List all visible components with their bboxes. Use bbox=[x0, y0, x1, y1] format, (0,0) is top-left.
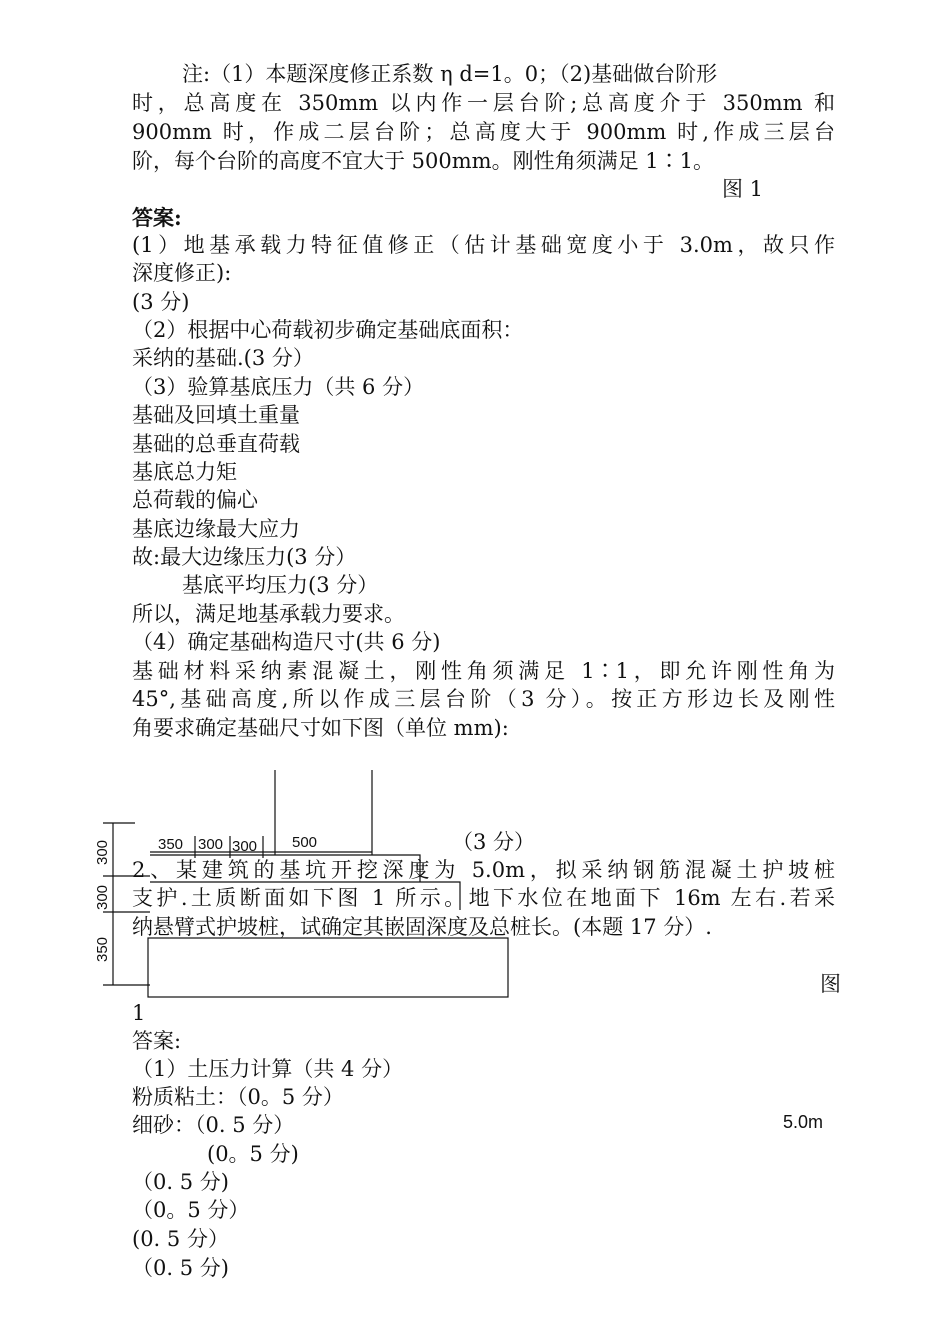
problem2-line-3: 纳悬臂式护坡桩，试确定其嵌固深度及总桩长。(本题 17 分）. bbox=[132, 915, 712, 939]
answer1-step4-a: 基础材料采纳素混凝土，刚性角须满足 1∶1，即允许刚性角为 bbox=[132, 659, 835, 683]
answer1-conclusion: 所以，满足地基承载力要求。 bbox=[132, 602, 405, 626]
answer-heading-1: 答案: bbox=[132, 205, 182, 230]
problem2-line-1: 2、某建筑的基坑开挖深度为 5.0m，拟采纳钢筋混凝土护坡桩 bbox=[132, 858, 835, 882]
answer1-item: 基础及回填土重量 bbox=[132, 403, 300, 427]
dim-width-label: 300 bbox=[198, 836, 224, 853]
answer1-step2: （2）根据中心荷载初步确定基础底面积： bbox=[132, 318, 524, 342]
answer-heading-2: 答案: bbox=[132, 1029, 182, 1053]
dim-height-label: 350 bbox=[94, 936, 111, 962]
dim-height-label: 300 bbox=[94, 839, 111, 865]
answer2-score: (0. 5 分） bbox=[132, 1227, 229, 1251]
dim-width-label: 350 bbox=[158, 836, 184, 853]
answer1-item: 基底边缘最大应力 bbox=[132, 517, 300, 541]
problem2-figure-label: 图 bbox=[820, 972, 841, 996]
answer1-step2-result: 采纳的基础.(3 分） bbox=[132, 346, 314, 370]
answer1-step4: （4）确定基础构造尺寸(共 6 分) bbox=[132, 630, 441, 654]
answer2-score: (0。5 分) bbox=[207, 1142, 299, 1166]
answer1-step1-b: 深度修正): bbox=[132, 261, 232, 285]
note-line-2: 时，总高度在 350mm 以内作一层台阶;总高度介于 350mm 和 bbox=[132, 91, 835, 115]
answer2-fine-sand: 细砂：（0. 5 分） bbox=[132, 1113, 295, 1137]
answer2-score: （0. 5 分) bbox=[132, 1256, 229, 1280]
base-slab bbox=[148, 938, 508, 997]
answer1-step3: （3）验算基底压力（共 6 分） bbox=[132, 375, 425, 399]
answer2-score: （0. 5 分) bbox=[132, 1170, 229, 1194]
answer1-item: 基底总力矩 bbox=[132, 460, 237, 484]
figure-score: （3 分） bbox=[452, 830, 536, 854]
problem2-line-2: 支护.土质断面如下图 1 所示。地下水位在地面下 16m 左右.若采 bbox=[132, 886, 835, 910]
answer1-max-edge: 故:最大边缘压力(3 分） bbox=[132, 545, 357, 569]
dim-width-label: 500 bbox=[292, 834, 318, 851]
dim-height-label: 300 bbox=[94, 884, 111, 910]
problem2-figure-number: 1 bbox=[132, 1001, 146, 1025]
note-line-1: 注:（1）本题深度修正系数 η d=1。0；（2)基础做台阶形 bbox=[182, 62, 718, 86]
answer1-step1-a: (1）地基承载力特征值修正（估计基础宽度小于 3.0m，故只作 bbox=[132, 233, 835, 257]
note-figure-ref: 图 1 bbox=[722, 177, 764, 201]
note-line-3: 900mm 时，作成二层台阶；总高度大于 900mm 时,作成三层台 bbox=[132, 120, 835, 144]
answer1-step1-score: (3 分) bbox=[132, 290, 190, 314]
note-line-4: 阶，每个台阶的高度不宜大于 500mm。刚性角须满足 1∶1。 bbox=[132, 149, 714, 173]
answer1-avg: 基底平均压力(3 分） bbox=[182, 573, 379, 597]
answer2-score: （0。5 分） bbox=[132, 1198, 250, 1222]
answer1-item: 基础的总垂直荷载 bbox=[132, 432, 300, 456]
depth-label: 5.0m bbox=[783, 1112, 824, 1132]
answer1-step4-b: 45°,基础高度,所以作成三层台阶（3 分）。按正方形边长及刚性 bbox=[132, 687, 835, 711]
answer1-item: 总荷载的偏心 bbox=[132, 488, 258, 512]
dim-width-label: 300 bbox=[232, 838, 258, 855]
answer2-step1: （1）土压力计算（共 4 分） bbox=[132, 1057, 404, 1081]
answer2-silty-clay: 粉质粘土：（0。5 分） bbox=[132, 1085, 344, 1109]
answer1-step4-c: 角要求确定基础尺寸如下图（单位 mm): bbox=[132, 716, 509, 740]
